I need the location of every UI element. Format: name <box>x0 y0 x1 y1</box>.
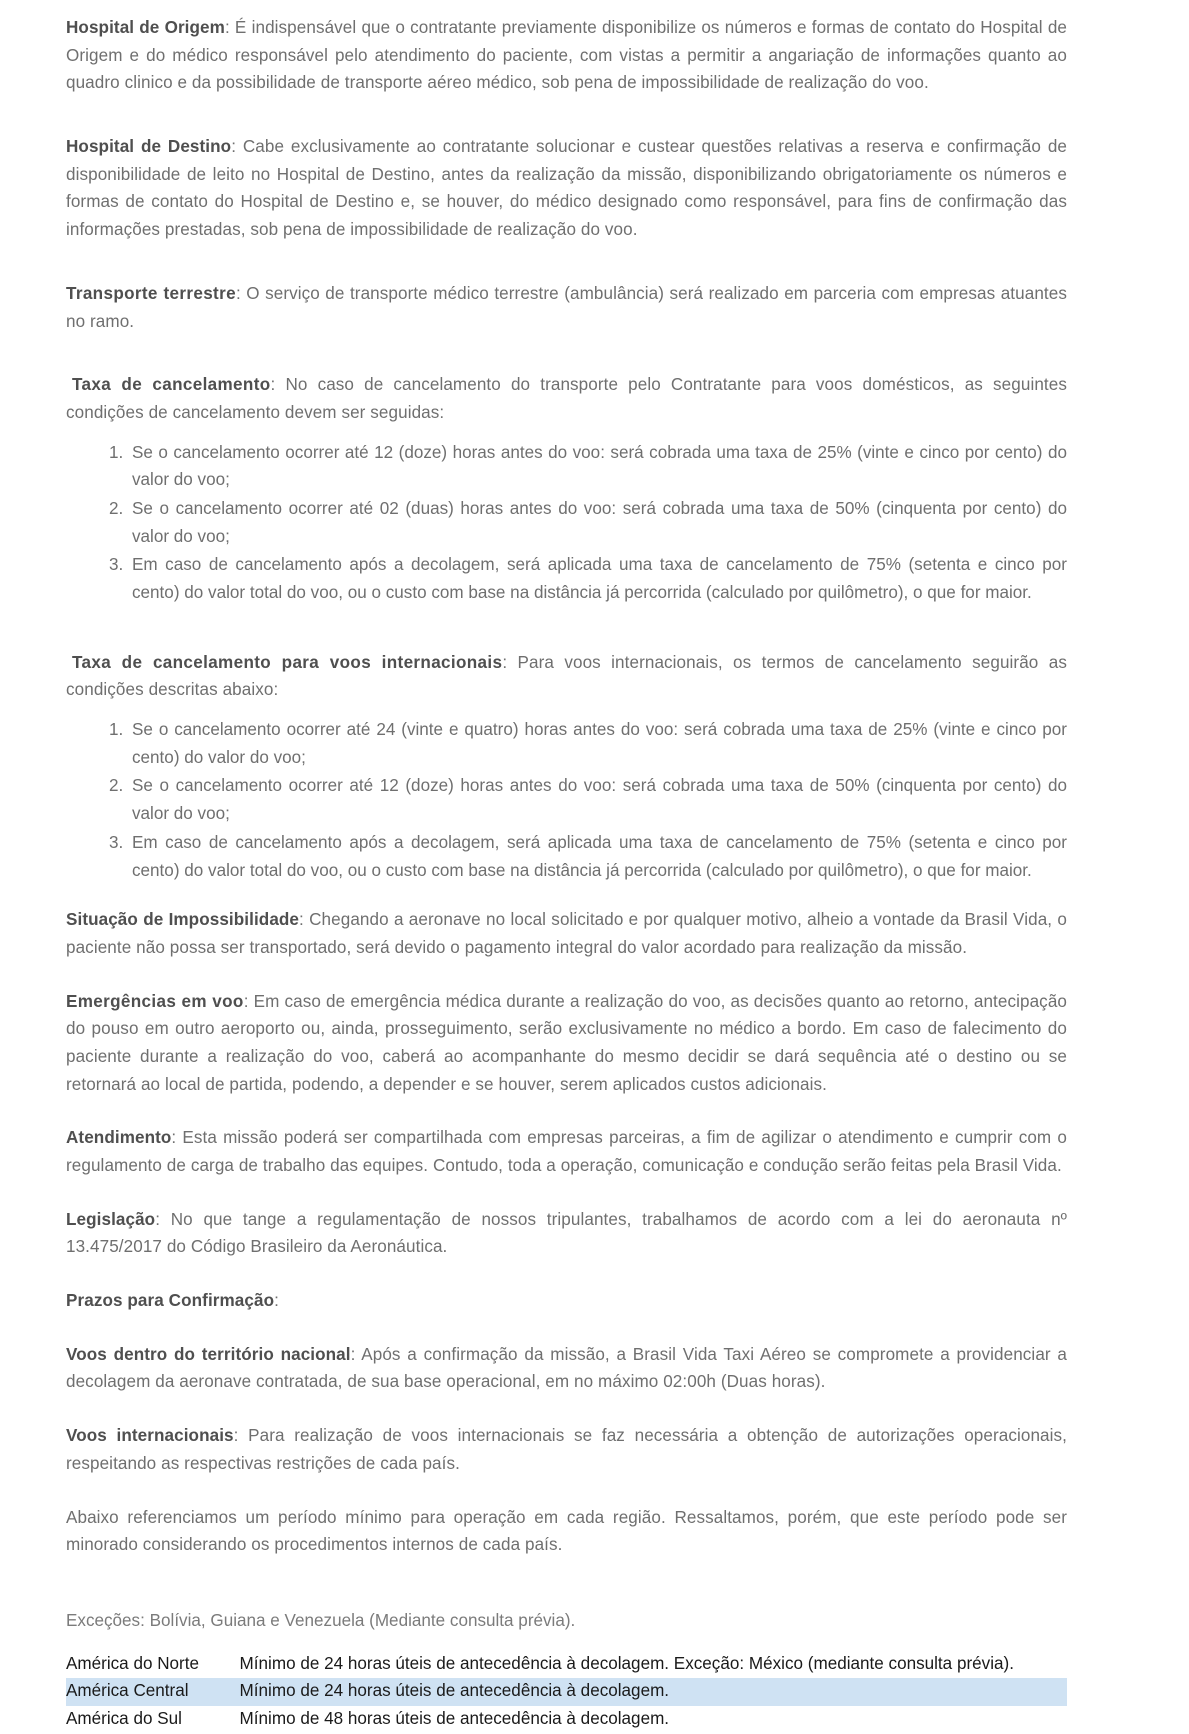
region-name-cell: América do Sul <box>66 1709 182 1729</box>
section-body-voos-internacionais: : Para realização de voos internacionais se faz necessária a obtenção de autorizações operacionais, respeitando as respectivas restrições de cada país. <box>66 1426 1067 1473</box>
section-body-situacao-impossibilidade: : Chegando a aeronave no local solicitado e por qualquer motivo, alheio a vontade da Brasil Vida, o paciente não possa ser transportado, será devido o pagamento integral do valor acordado para realização da missão. <box>66 910 1067 957</box>
region-rule-cell: Mínimo de 48 horas úteis de antecedência à decolagem. <box>239 1709 670 1729</box>
section-lead-transporte-terrestre: Transporte terrestre <box>66 283 236 303</box>
section-body-taxa-cancelamento: : No caso de cancelamento do transporte pelo Contratante para voos domésticos, as seguintes condições de cancelamento devem ser seguidas: <box>66 375 1067 422</box>
list-item: 1. Se o cancelamento ocorrer até 24 (vinte e quatro) horas antes do voo: será cobrada uma taxa de 25% (vinte e cinco por cento) do valor do voo; <box>128 716 1067 771</box>
section-prazos-confirmacao <box>66 1287 1067 1315</box>
section-lead-situacao-impossibilidade: Situação de Impossibilidade <box>66 910 300 930</box>
section-body-legislacao: : No que tange a regulamentação de nossos tripulantes, trabalhamos de acordo com a lei do aeronauta nº 13.475/2017 do Código Brasileiro da Aeronáutica. <box>66 1209 1067 1257</box>
table-row[interactable] <box>66 1651 1067 1679</box>
table-row[interactable] <box>66 1706 1067 1734</box>
section-atendimento <box>66 1124 1067 1179</box>
section-body-taxa-cancelamento-internacional: : Para voos internacionais, os termos de cancelamento seguirão as condições descritas abaixo: <box>66 652 1067 700</box>
section-lead-hospital-destino: Hospital de Destino <box>66 137 232 157</box>
section-lead-emergencias-em-voo: Emergências em voo <box>66 991 244 1011</box>
section-taxa-cancelamento-internacional <box>66 649 1067 704</box>
section-body-hospital-origem: : É indispensável que o contratante previamente disponibilize os números e formas de contato do Hospital de Origem e do médico responsável pelo atendimento do paciente, com vistas a permitir a angariação de informações quanto ao quadro clinico e da possibilidade de transporte aéreo médico, sob pena de impossibilidade de realização do voo. <box>66 18 1067 93</box>
cancellation-domestic-list <box>66 439 1067 607</box>
region-rule-cell: Mínimo de 24 horas úteis de antecedência à decolagem. <box>240 1678 1067 1706</box>
region-name-cell: América Central <box>66 1678 240 1706</box>
note-periodo-minimo: Abaixo referenciamos um período mínimo para operação em cada região. Ressaltamos, porém, que este período pode ser minorado considerando os procedimentos internos de cada país. <box>66 1507 1067 1555</box>
section-voos-internacionais <box>66 1422 1067 1477</box>
region-requirements-table <box>66 1651 1067 1734</box>
list-item: 3. Em caso de cancelamento após a decolagem, será aplicada uma taxa de cancelamento de 75% (setenta e cinco por cento) do valor total do voo, ou o custo com base na distância já percorrida (calculado por quilômetro), o que for maior. <box>128 829 1067 884</box>
section-legislacao <box>66 1206 1067 1261</box>
section-lead-prazos-confirmacao: Prazos para Confirmação <box>66 1291 275 1311</box>
section-lead-voos-internacionais: Voos internacionais <box>66 1426 234 1446</box>
note-excecoes: Exceções: Bolívia, Guiana e Venezuela (Mediante consulta prévia). <box>66 1610 576 1630</box>
section-voos-nacional <box>66 1341 1067 1396</box>
section-lead-hospital-origem: Hospital de Origem <box>66 18 225 37</box>
section-lead-voos-nacional: Voos dentro do território nacional <box>66 1344 351 1364</box>
section-emergencias-em-voo <box>66 988 1067 1099</box>
list-item: 1. Se o cancelamento ocorrer até 12 (doze) horas antes do voo: será cobrada uma taxa de 25% (vinte e cinco por cento) do valor do voo; <box>128 439 1067 494</box>
cancellation-international-list <box>66 716 1067 884</box>
region-rule-cell: Mínimo de 24 horas úteis de antecedência à decolagem. Exceção: México (mediante consulta prévia). <box>239 1653 1014 1673</box>
section-body-prazos-confirmacao: : <box>274 1291 279 1311</box>
section-taxa-cancelamento <box>66 371 1067 426</box>
list-item: 2. Se o cancelamento ocorrer até 02 (duas) horas antes do voo: será cobrada uma taxa de 50% (cinquenta por cento) do valor do voo; <box>128 495 1067 550</box>
section-lead-taxa-cancelamento: Taxa de cancelamento <box>72 375 271 395</box>
spacer-before-exceptions <box>66 1573 1067 1607</box>
section-hospital-origem <box>66 14 1067 97</box>
region-name-cell: América do Norte <box>66 1653 200 1673</box>
section-body-voos-nacional: : Após a confirmação da missão, a Brasil Vida Taxi Aéreo se compromete a providenciar a decolagem da aeronave contratada, de sua base operacional, em no máximo 02:00h (Duas horas). <box>66 1344 1068 1392</box>
section-body-hospital-destino: : Cabe exclusivamente ao contratante solucionar e custear questões relativas a reserva e confirmação de disponibilidade de leito no Hospital de Destino, antes da realização da missão, disponibilizando obrigatoriamente os números e formas de contato do Hospital de Destino e, se houver, do médico designado como responsável, para fins de confirmação das informações prestadas, sob pena de impossibilidade de realização do voo. <box>66 137 1068 240</box>
section-lead-atendimento: Atendimento <box>66 1128 172 1148</box>
section-body-atendimento: : Esta missão poderá ser compartilhada com empresas parceiras, a fim de agilizar o atendimento e cumprir com o regulamento de carga de trabalho das equipes. Contudo, toda a operação, comunicação e condução serão feitas pela Brasil Vida. <box>66 1128 1067 1175</box>
section-body-emergencias-em-voo: : Em caso de emergência médica durante a realização do voo, as decisões quanto ao retorno, antecipação do pouso em outro aeroporto ou, ainda, prosseguimento, serão exclusivamente no médico a bordo. Em caso de falecimento do paciente durante a realização do voo, caberá ao acompanhante do mesmo decidir se dará sequência até o destino ou se retornará ao local de partida, podendo, a depender e se houver, serem aplicados custos adicionais. <box>66 991 1068 1094</box>
section-situacao-impossibilidade <box>66 906 1067 961</box>
section-lead-taxa-cancelamento-internacional: Taxa de cancelamento para voos internacionais <box>72 652 503 672</box>
section-lead-legislacao: Legislação <box>66 1209 156 1229</box>
section-body-transporte-terrestre: : O serviço de transporte médico terrestre (ambulância) será realizado em parceria com empresas atuantes no ramo. <box>66 283 1067 331</box>
section-transporte-terrestre <box>66 280 1067 335</box>
section-hospital-destino <box>66 133 1067 244</box>
list-item: 3. Em caso de cancelamento após a decolagem, será aplicada uma taxa de cancelamento de 75% (setenta e cinco por cento) do valor total do voo, ou o custo com base na distância já percorrida (calculado por quilômetro), o que for maior. <box>128 551 1067 606</box>
list-item: 2. Se o cancelamento ocorrer até 12 (doze) horas antes do voo: será cobrada uma taxa de 50% (cinquenta por cento) do valor do voo; <box>128 772 1067 827</box>
